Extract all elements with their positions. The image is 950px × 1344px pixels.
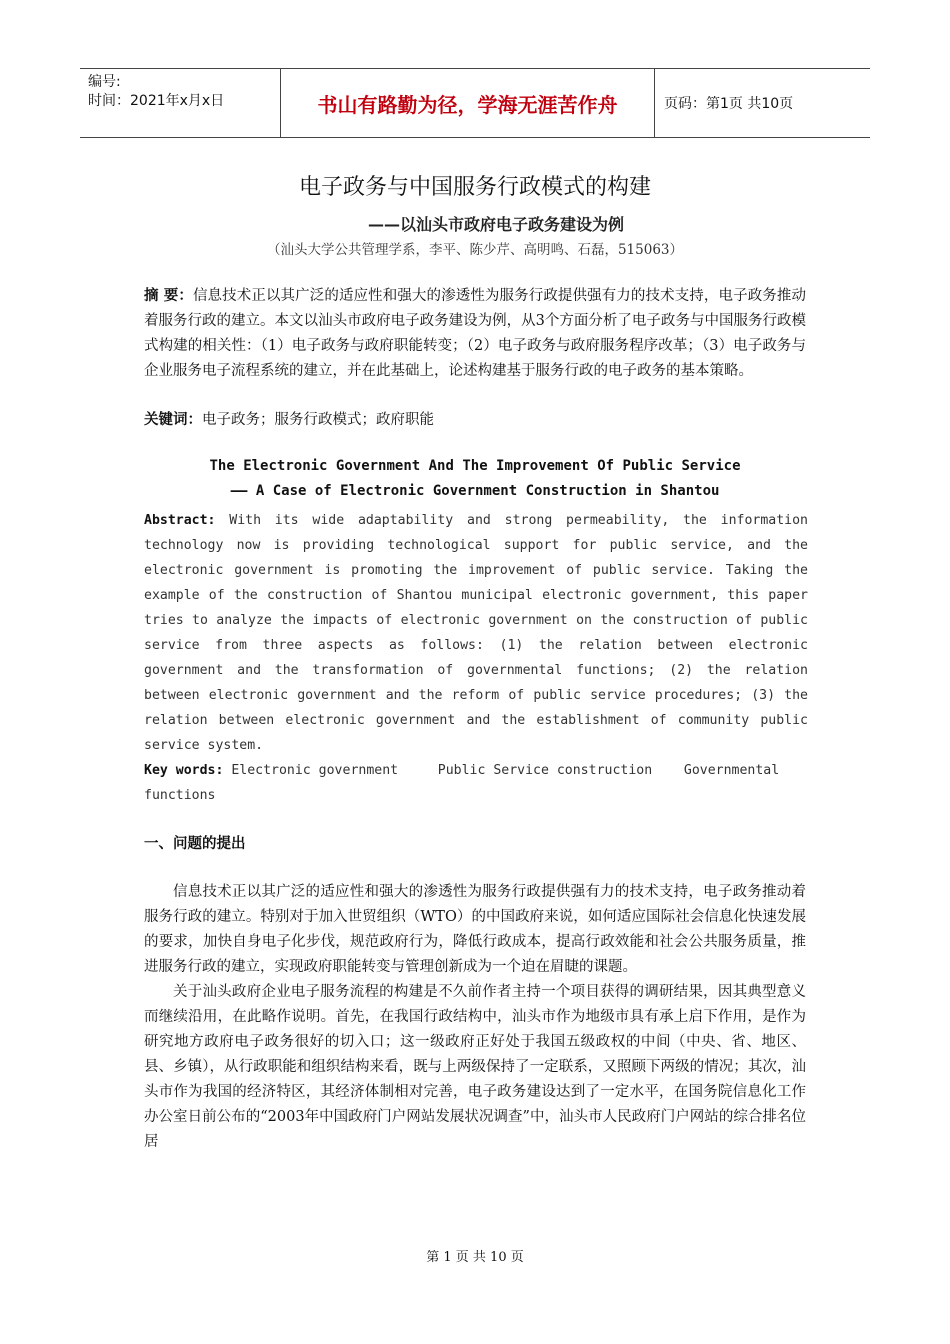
abstract-en-label: Abstract:	[144, 513, 216, 528]
header-page-info: 页码：第1页 共10页	[664, 96, 794, 112]
abstract-en-text: With its wide adaptability and strong permeability, the information technology now is providing technological support for public service, and the electronic government is promoting the improvement of public service. Taking the example of the construction of Shantou municipal electronic government, this paper tries to analyze the impacts of electronic government on the construction of public service from three aspects as follows: (1) the relation between electronic government and the transformation of governmental functions; (2) the relation between electronic government and the reform of public service procedures; (3) the relation between electronic government and the establishment of community public service system.	[144, 513, 808, 753]
author-affiliation: （汕头大学公共管理学系，李平、陈少芹、高明鸣、石磊，515063）	[266, 242, 684, 258]
keywords-en	[144, 758, 808, 808]
abstract-cn	[144, 284, 806, 384]
abstract-cn-label: 摘 要：	[144, 288, 193, 304]
section-heading: 一、问题的提出	[144, 836, 246, 852]
english-title: The Electronic Government And The Improvement Of Public Service	[209, 458, 741, 474]
keywords-en-label: Key words:	[144, 763, 224, 778]
keywords-cn-text: 电子政务；服务行政模式；政府职能	[202, 412, 434, 428]
paragraph: 信息技术正以其广泛的适应性和强大的渗透性为服务行政提供强有力的技术支持，电子政务推动着服务行政的建立。特别对于加入世贸组织（WTO）的中国政府来说，如何适应国际社会信息化快速发展的要求，加快自身电子化步伐，规范政府行为，降低行政成本，提高行政效能和社会公共服务质量，推进服务行政的建立，实现政府职能转变与管理创新成为一个迫在眉睫的课题。	[144, 884, 806, 975]
page-header	[80, 68, 870, 138]
abstract-en	[144, 508, 808, 758]
document-title: 电子政务与中国服务行政模式的构建	[298, 175, 651, 200]
body-text	[144, 880, 806, 1155]
page-footer: 第 1 页 共 10 页	[426, 1250, 524, 1265]
english-subtitle: —— A Case of Electronic Government Construction in Shantou	[230, 483, 720, 499]
serial-label: 编号:	[88, 74, 121, 90]
header-meta	[88, 73, 278, 111]
header-motto: 书山有路勤为径，学海无涯苦作舟	[317, 92, 618, 117]
keywords-en-text: Electronic government Public Service construction Governmental functions	[144, 763, 788, 803]
document-subtitle: ——以汕头市政府电子政务建设为例	[368, 215, 625, 234]
time-label: 时间：2021年x月x日	[88, 93, 225, 109]
keywords-cn-label: 关键词：	[144, 412, 202, 428]
abstract-cn-text: 信息技术正以其广泛的适应性和强大的渗透性为服务行政提供强有力的技术支持，电子政务推动着服务行政的建立。本文以汕头市政府电子政务建设为例，从3个方面分析了电子政务与中国服务行政模式构建的相关性：（1）电子政务与政府职能转变；（2）电子政务与政府服务程序改革；（3）电子政务与企业服务电子流程系统的建立，并在此基础上，论述构建基于服务行政的电子政务的基本策略。	[144, 288, 806, 379]
header-divider	[654, 69, 655, 137]
paragraph: 关于汕头政府企业电子服务流程的构建是不久前作者主持一个项目获得的调研结果，因其典型意义而继续沿用，在此略作说明。首先，在我国行政结构中，汕头市作为地级市具有承上启下作用，是作为研究地方政府电子政务很好的切入口；这一级政府正好处于我国五级政权的中间（中央、省、地区、县、乡镇），从行政职能和组织结构来看，既与上两级保持了一定联系，又照顾下两级的情况；其次，汕头市作为我国的经济特区，其经济体制相对完善，电子政务建设达到了一定水平，在国务院信息化工作办公室日前公布的“2003年中国政府门户网站发展状况调查”中，汕头市人民政府门户网站的综合排名位居	[144, 984, 806, 1150]
keywords-cn	[144, 408, 434, 433]
